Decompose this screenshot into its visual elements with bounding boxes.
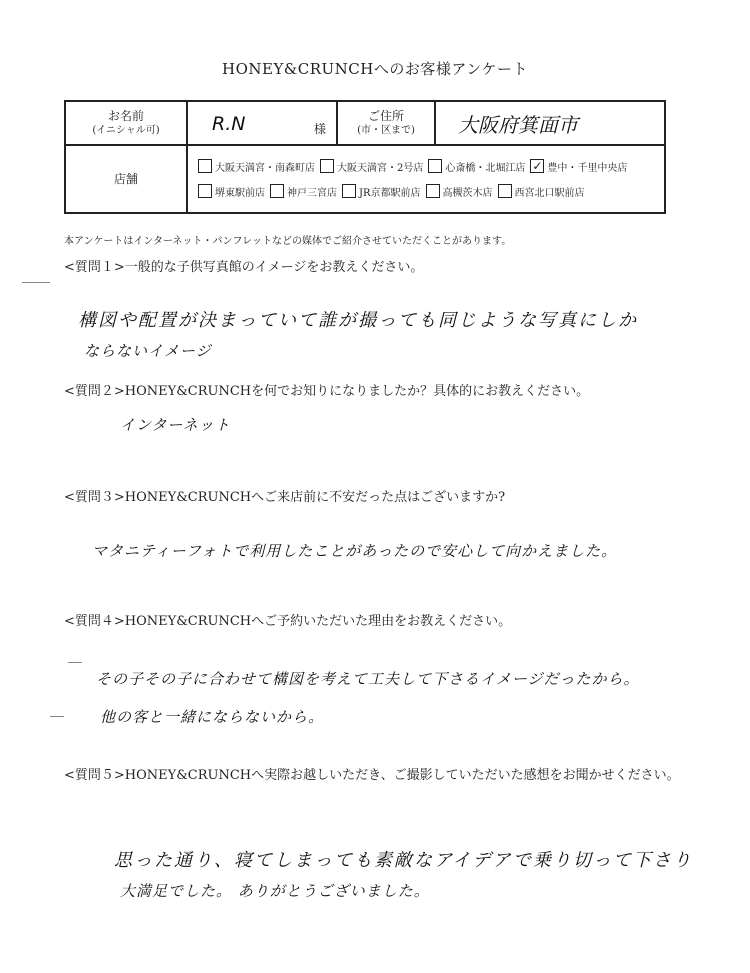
store-option[interactable]	[498, 184, 585, 199]
address-field[interactable]: 大阪府箕面市	[435, 101, 665, 145]
answer-4-line-1: その子その子に合わせて構図を考えて工夫して下さるイメージだったから。	[96, 670, 640, 688]
store-option[interactable]	[270, 184, 337, 199]
store-option-label: 西宮北口駅前店	[514, 187, 585, 199]
store-checkbox[interactable]	[198, 159, 212, 173]
scan-mark	[50, 716, 64, 717]
name-label: お名前	[107, 109, 144, 124]
name-sublabel: (イニシャル可)	[92, 125, 160, 137]
store-option[interactable]	[530, 159, 627, 174]
store-option-label: 神戸三宮店	[287, 187, 337, 199]
store-checkbox-checked[interactable]: ✓	[532, 159, 543, 173]
store-option[interactable]	[426, 184, 493, 199]
answer-4-line-2: 他の客と一緒にならないから。	[100, 708, 325, 726]
answer-2-line-1: インターネット	[120, 416, 231, 434]
address-label: ご住所	[367, 109, 404, 124]
scan-mark	[22, 282, 50, 283]
name-value: R.N	[212, 113, 246, 135]
store-checkbox[interactable]	[428, 159, 442, 173]
answer-1-line-1: 構図や配置が決まっていて誰が撮っても同じような写真にしか	[78, 310, 638, 331]
address-sublabel: (市・区まで)	[357, 125, 415, 137]
store-label: 店舗	[65, 145, 187, 213]
store-option-label: 心斎橋・北堀江店	[445, 162, 526, 174]
store-option-label: 豊中・千里中央店	[547, 162, 628, 174]
store-option-label: 大阪天満宮・南森町店	[215, 162, 315, 174]
store-checkbox[interactable]	[198, 184, 212, 198]
store-option[interactable]	[320, 159, 423, 174]
answer-5-line-2: 大満足でした。 ありがとうございました。	[120, 882, 430, 900]
answer-5-line-1: 思った通り、寝てしまっても素敵なアイデアで乗り切って下さり	[114, 850, 693, 871]
store-option-label: JR京都駅前店	[359, 187, 421, 199]
question-4: <質問４>HONEY&CRUNCHへご予約いただいた理由をお教えください。	[64, 614, 512, 629]
question-1: <質問１>一般的な子供写真館のイメージをお教えください。	[64, 260, 424, 275]
store-checkbox[interactable]	[426, 184, 440, 198]
store-row-1	[198, 154, 656, 179]
scan-mark	[68, 662, 82, 663]
store-option-label: 大阪天満宮・2号店	[337, 162, 424, 174]
store-checkbox[interactable]	[342, 184, 356, 198]
customer-info-table	[64, 100, 666, 214]
store-row-2	[198, 179, 656, 204]
store-options	[187, 145, 665, 213]
store-option[interactable]	[198, 159, 315, 174]
answer-3-line-1: マタニティーフォトで利用したことがあったので安心して向かえました。	[92, 542, 618, 560]
store-option[interactable]	[198, 184, 265, 199]
store-checkbox[interactable]	[498, 184, 512, 198]
store-option[interactable]	[342, 184, 421, 199]
store-checkbox[interactable]	[320, 159, 334, 173]
store-option[interactable]	[428, 159, 525, 174]
answer-1-line-2: ならないイメージ	[84, 342, 212, 360]
question-2: <質問２>HONEY&CRUNCHを何でお知りになりましたか？具体的にお教えください。	[64, 384, 590, 399]
name-field[interactable]	[187, 101, 337, 145]
question-3: <質問３>HONEY&CRUNCHへご来店前に不安だった点はございますか?	[64, 490, 506, 505]
store-checkbox[interactable]	[270, 184, 284, 198]
name-label-cell	[65, 101, 187, 145]
store-option-label: 堺東駅前店	[215, 187, 265, 199]
name-suffix: 様	[313, 122, 326, 136]
address-label-cell	[337, 101, 435, 145]
store-option-label: 高槻茨木店	[442, 187, 493, 199]
usage-note: 本アンケートはインターネット・パンフレットなどの媒体でご紹介させていただくことがあります。	[64, 236, 512, 247]
question-5: <質問５>HONEY&CRUNCHへ実際お越しいただき、ご撮影していただいた感想をお聞かせください。	[64, 768, 680, 783]
survey-title: HONEY&CRUNCHへのお客様アンケート	[222, 60, 528, 78]
